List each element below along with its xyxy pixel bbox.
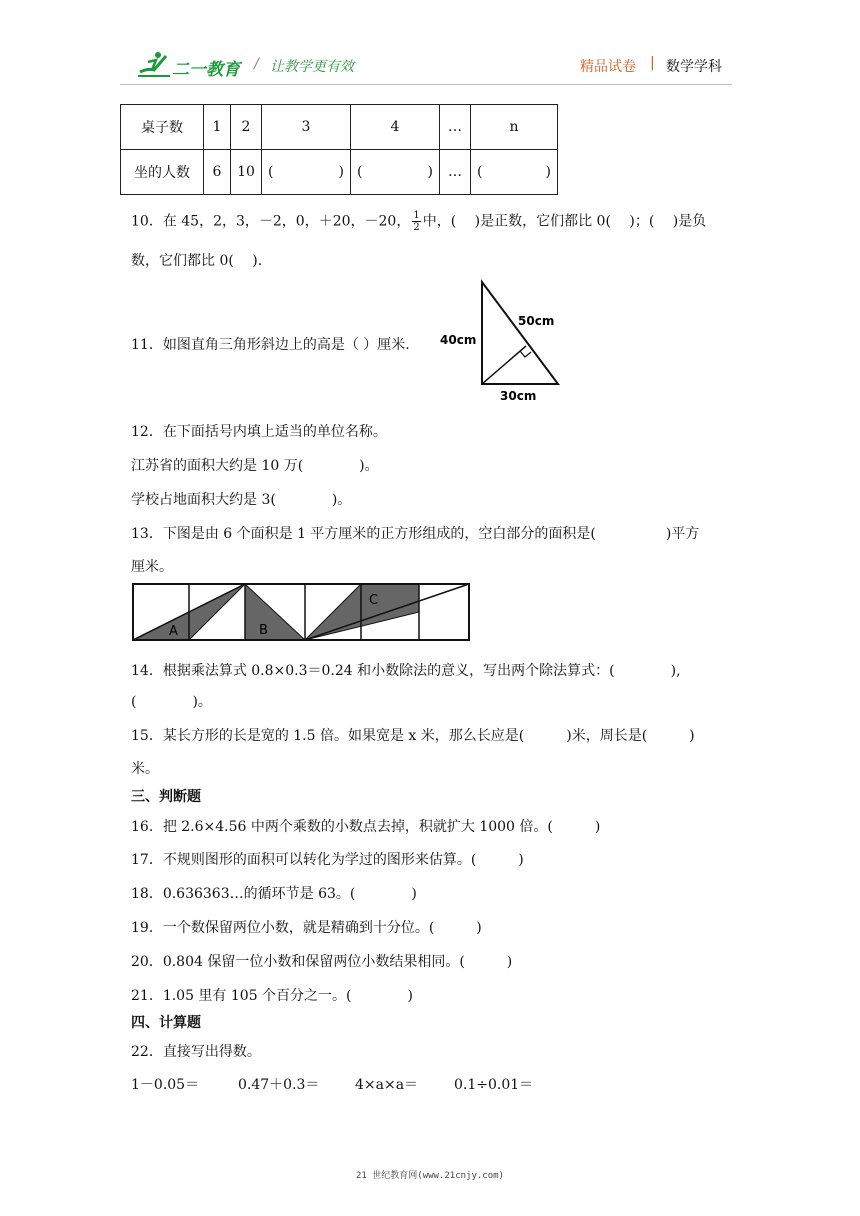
label-c: C <box>369 593 379 608</box>
section-heading-judgment: 三、判断题 <box>131 789 201 805</box>
label-hypotenuse: 50cm <box>518 314 555 328</box>
question-22-title: 22．直接写出得数。 <box>131 1044 261 1060</box>
header-slogan: 让教学更有效 <box>270 59 354 75</box>
header-divider: | <box>650 55 655 71</box>
question-19: 19．一个数保留两位小数，就是精确到十分位。( ) <box>131 920 482 936</box>
table-cell: 2 <box>231 105 262 150</box>
table-row <box>121 105 558 150</box>
question-16: 16．把 2.6×4.56 中两个乘数的小数点去掉，积就扩大 1000 倍。( ) <box>131 819 601 835</box>
table-cell: 4 <box>351 105 440 150</box>
calc-item: 4×a×a＝ <box>355 1077 419 1093</box>
question-18: 18．0.636363…的循环节是 63。( ) <box>131 886 417 902</box>
question-14-line-1: 14．根据乘法算式 0.8×0.3＝0.24 和小数除法的意义，写出两个除法算式：( ), <box>131 663 681 679</box>
bracket-close: ) <box>338 164 344 180</box>
table-cell: 3 <box>262 105 351 150</box>
question-10-line-1: 10．在 45，2，3，－2，0，＋20，－20， $\frac{1}{2}$ 中，( )是正数，它们都比 0( )；( )是负 <box>131 210 707 233</box>
table-blank-cell[interactable] <box>351 150 440 195</box>
table-row <box>121 150 558 195</box>
bracket-close: ) <box>427 164 433 180</box>
header-label-premium: 精品试卷 <box>580 59 636 75</box>
question-21: 21．1.05 里有 105 个百分之一。( ) <box>131 988 413 1004</box>
table-blank-cell[interactable] <box>262 150 351 195</box>
logo-text: 二一教育 <box>172 60 240 80</box>
question-12-item-a: 江苏省的面积大约是 10 万( )。 <box>131 458 379 474</box>
question-15-line-1: 15．某长方形的长是宽的 1.5 倍。如果宽是 x 米，那么长应是( )米，周长是( ) <box>131 728 695 744</box>
page-header <box>0 0 860 90</box>
table-cell: … <box>440 150 471 195</box>
fraction-one-half: $\frac{1}{2}$ <box>413 210 420 233</box>
bracket-open: ( <box>357 164 363 180</box>
page-footer: 21 世纪教育网(www.21cnjy.com) <box>356 1171 504 1181</box>
table-cell: 坐的人数 <box>121 150 204 195</box>
question-13-line-2: 厘米。 <box>131 559 173 575</box>
calc-item: 0.47＋0.3＝ <box>238 1077 320 1093</box>
question-12-item-b: 学校占地面积大约是 3( )。 <box>131 492 352 508</box>
question-17: 17．不规则图形的面积可以转化为学过的图形来估算。( ) <box>131 852 524 868</box>
header-separator: / <box>254 56 259 72</box>
table-cell: … <box>440 105 471 150</box>
logo-runner-icon <box>136 50 172 78</box>
bracket-open: ( <box>268 164 274 180</box>
label-left-side: 40cm <box>440 333 477 347</box>
bracket-open: ( <box>477 164 483 180</box>
question-15-line-2: 米。 <box>131 761 159 777</box>
header-rule <box>120 84 732 85</box>
right-triangle-figure <box>438 278 568 406</box>
question-10-line-2: 数，它们都比 0( ). <box>131 253 263 269</box>
label-bottom-side: 30cm <box>500 389 537 403</box>
question-12-title: 12．在下面括号内填上适当的单位名称。 <box>131 424 387 440</box>
question-11-text: 11．如图直角三角形斜边上的高是（ ）厘米. <box>131 337 410 353</box>
label-b: B <box>259 623 268 638</box>
table-cell: 10 <box>231 150 262 195</box>
calc-item: 1－0.05＝ <box>131 1077 200 1093</box>
table-cell: 6 <box>204 150 231 195</box>
question-13-line-1: 13．下图是由 6 个面积是 1 平方厘米的正方形组成的，空白部分的面积是( )平方 <box>131 526 700 542</box>
bracket-close: ) <box>545 164 551 180</box>
table-cell: 桌子数 <box>121 105 204 150</box>
table-cell: n <box>471 105 558 150</box>
question-20: 20．0.804 保留一位小数和保留两位小数结果相同。( ) <box>131 954 513 970</box>
header-label-subject: 数学学科 <box>666 59 722 75</box>
label-a: A <box>169 624 178 639</box>
section-heading-calculation: 四、计算题 <box>131 1015 201 1031</box>
table-blank-cell[interactable] <box>471 150 558 195</box>
squares-figure <box>131 582 473 644</box>
question-14-line-2: ( )。 <box>131 694 212 710</box>
calc-item: 0.1÷0.01＝ <box>454 1077 534 1093</box>
table-cell: 1 <box>204 105 231 150</box>
tables-people-table <box>120 104 558 195</box>
